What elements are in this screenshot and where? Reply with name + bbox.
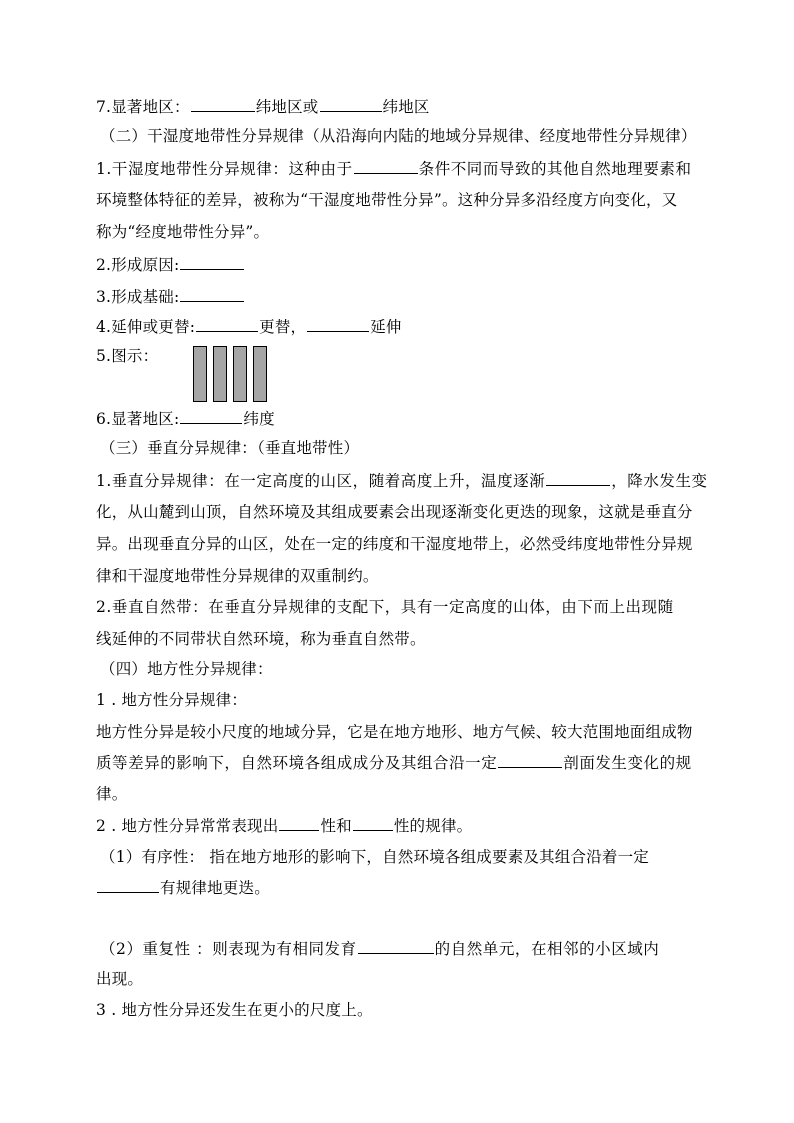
item-5-diagram-label: 5.图示： xyxy=(96,347,159,365)
blank xyxy=(180,408,242,424)
paragraph-line: 出现。 xyxy=(96,970,144,988)
blank xyxy=(358,938,434,954)
diagram-bar xyxy=(253,346,267,402)
paragraph-line: （2）重复性 ：则表现为有相同发育 的自然单元，在相邻的小区域内 xyxy=(100,940,660,958)
paragraph-line: 地方性分异是较小尺度的地域分异，它是在地方地形、地方气候、较大范围地面组成物 xyxy=(96,723,693,741)
item-2-patterns: 2 . 地方性分异常常表现出 性和 性的规律。 xyxy=(96,817,473,835)
blank xyxy=(498,752,562,768)
item-3-basis: 3.形成基础: xyxy=(96,286,706,307)
item-2-cause: 2.形成原因: xyxy=(96,254,706,275)
section-heading-2: （二）干湿度地带性分异规律（从沿海向内陆的地域分异规律、经度地带性分异规律） xyxy=(100,127,697,145)
paragraph-line: 异。出现垂直分异的山区，处在一定的纬度和干湿度地带上，必然受纬度地带性分异规 xyxy=(96,535,693,553)
vertical-bars-diagram xyxy=(193,346,269,402)
blank xyxy=(307,316,369,332)
item-4-extension: 4.延伸或更替: 更替， 延伸 xyxy=(96,318,402,336)
item-7-significant-regions: 7.显著地区： 纬地区或 纬地区 xyxy=(96,98,430,116)
paragraph-line: 1.垂直分异规律：在一定高度的山区，随着高度上升，温度逐渐 ，降水发生变 xyxy=(96,472,708,490)
diagram-bar xyxy=(213,346,227,402)
item-6-significant-regions: 6.显著地区: 纬度 xyxy=(96,410,275,428)
paragraph-line: 环境整体特征的差异，被称为“干湿度地带性分异”。这种分异多沿经度方向变化，又 xyxy=(96,191,678,209)
paragraph-line: 2.垂直自然带：在垂直分异规律的支配下，具有一定高度的山体，由下而上出现随 xyxy=(96,598,674,616)
paragraph-line: 1.干湿度地带性分异规律：这种由于 条件不同而导致的其他自然地理要素和 xyxy=(96,160,692,178)
paragraph-line: （1）有序性： 指在地方地形的影响下，自然环境各组成要素及其组合沿着一定 xyxy=(100,848,649,866)
blank xyxy=(180,286,244,302)
blank xyxy=(97,877,159,893)
blank xyxy=(354,158,418,174)
blank xyxy=(546,470,610,486)
blank xyxy=(191,96,255,112)
paragraph-line: 质等差异的影响下，自然环境各组成成分及其组合沿一定 剖面发生变化的规 xyxy=(96,754,692,772)
paragraph-line: 线延伸的不同带状自然环境，称为垂直自然带。 xyxy=(96,630,426,648)
diagram-bar xyxy=(233,346,247,402)
paragraph-line: 称为“经度地带性分异”。 xyxy=(96,223,270,241)
paragraph-line: 有规律地更迭。 xyxy=(96,877,706,898)
diagram-bar xyxy=(193,346,207,402)
paragraph-line: 律。 xyxy=(96,785,128,803)
blank xyxy=(196,316,258,332)
item-3-heading: 3 . 地方性分异还发生在更小的尺度上。 xyxy=(96,1001,373,1019)
blank xyxy=(279,815,319,831)
paragraph-line: 律和干湿度地带性分异规律的双重制约。 xyxy=(96,567,379,585)
item-1-heading: 1 . 地方性分异规律： xyxy=(96,691,248,709)
blank xyxy=(180,254,244,270)
blank xyxy=(353,815,393,831)
section-heading-3: （三）垂直分异规律：（垂直地带性） xyxy=(100,439,360,457)
paragraph-line: 化，从山麓到山顶，自然环境及其组成要素会出现逐渐变化更迭的现象，这就是垂直分 xyxy=(96,503,693,521)
section-heading-4: （四）地方性分异规律： xyxy=(100,660,273,678)
blank xyxy=(320,96,382,112)
